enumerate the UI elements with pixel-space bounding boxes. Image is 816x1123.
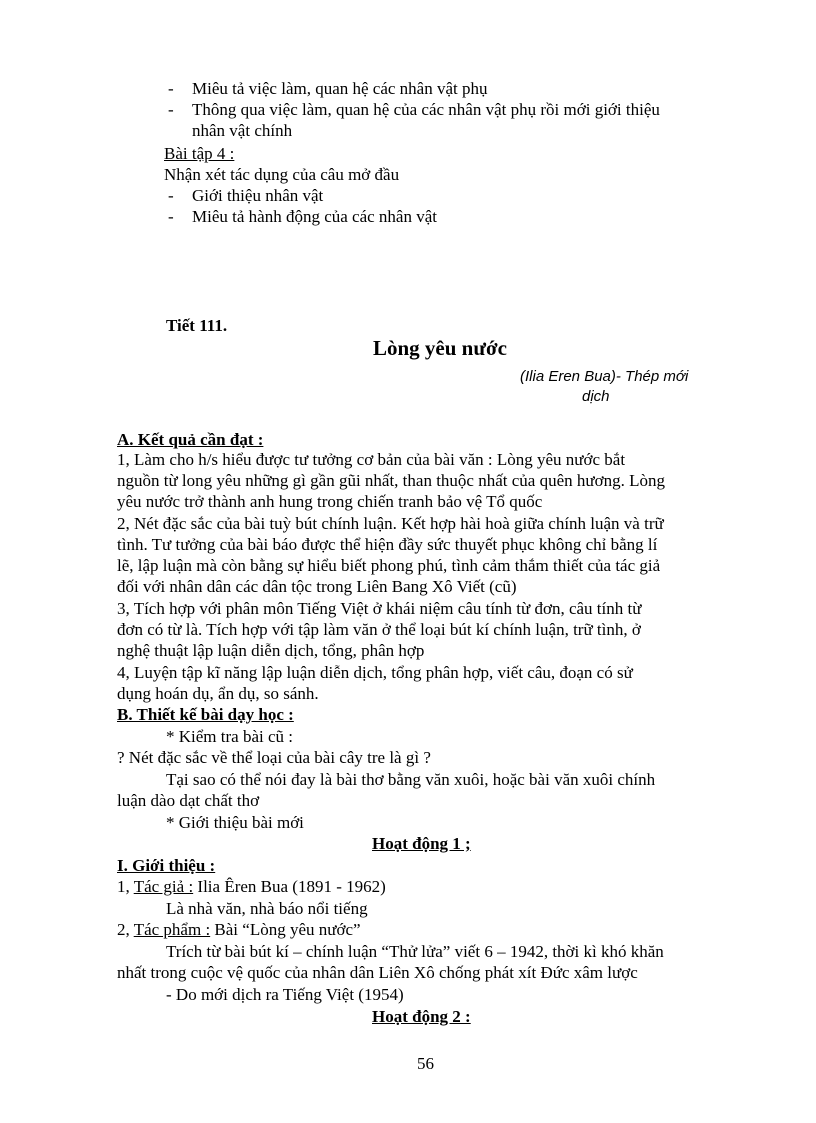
author-value: Ilia Êren Bua (1891 - 1962) [193,877,386,896]
list-item: Giới thiệu nhân vật [192,186,324,205]
author-line [117,876,386,897]
intro-new-lesson: * Giới thiệu bài mới [166,813,304,832]
page-number: 56 [417,1054,434,1073]
list-item-continued: nhân vật chính [192,121,293,140]
work-value: Bài “Lòng yêu nước” [210,920,361,939]
section-b-heading: B. Thiết kế bài dạy học : [117,705,294,724]
list-dash: - [168,186,174,205]
paragraph-line: luận dào dạt chất thơ [117,791,260,810]
author-label: Tác giả : [133,877,194,896]
work-line [117,919,361,940]
paragraph-line: 4, Luyện tập kĩ năng lập luận diễn dịch, tổng phân hợp, viết câu, đoạn có sử [117,663,633,682]
list-dash: - [168,79,174,98]
exercise-intro: Nhận xét tác dụng của câu mở đầu [164,165,400,184]
list-dash: - [168,207,174,226]
paragraph-line: 3, Tích hợp với phân môn Tiếng Việt ở khái niệm câu tính từ đơn, câu tính từ [117,599,642,618]
translation-line: - Do mới dịch ra Tiếng Việt (1954) [166,985,404,1004]
paragraph-line: 1, Làm cho h/s hiểu được tư tưởng cơ bản của bài văn : Lòng yêu nước bắt [117,450,626,469]
activity-1-heading: Hoạt động 1 ; [372,834,471,853]
paragraph-line: yêu nước trở thành anh hung trong chiến tranh bảo vệ Tổ quốc [117,492,543,511]
author-prefix: 1, [117,877,134,896]
work-label: Tác phẩm : [133,920,211,939]
part-1-heading: I. Giới thiệu : [117,856,216,875]
lesson-number: Tiết 111. [166,316,228,335]
list-dash: - [168,100,174,119]
activity-2-heading: Hoạt động 2 : [372,1007,471,1026]
paragraph-line: đối với nhân dân các dân tộc trong Liên Bang Xô Viết (cũ) [117,577,517,596]
work-prefix: 2, [117,920,134,939]
paragraph-line: Trích từ bài bút kí – chính luận “Thử lửa” viết 6 – 1942, thời kì khó khăn [166,942,664,961]
list-item: Miêu tả hành động của các nhân vật [192,207,437,226]
author-description: Là nhà văn, nhà báo nổi tiếng [166,899,368,918]
paragraph-line: Tại sao có thể nói đay là bài thơ bằng văn xuôi, hoặc bài văn xuôi chính [166,770,656,789]
question-line: ? Nét đặc sắc về thể loại của bài cây tre là gì ? [117,748,431,767]
list-item: Miêu tả việc làm, quan hệ các nhân vật phụ [192,79,488,98]
paragraph-line: đơn có từ là. Tích hợp với tập làm văn ở thể loại bút kí chính luận, trữ tình, ở [117,620,641,639]
list-item: Thông qua việc làm, quan hệ của các nhân vật phụ rồi mới giới thiệu [192,100,660,119]
paragraph-line: nhất trong cuộc vệ quốc của nhân dân Liên Xô chống phát xít Đức xâm lược [117,963,638,982]
lesson-title: Lòng yêu nước [373,336,507,360]
paragraph-line: tình. Tư tưởng của bài báo được thể hiện đầy sức thuyết phục không chỉ bằng lí [117,535,658,554]
lesson-source-continued: dịch [582,388,610,405]
paragraph-line: 2, Nét đặc sắc của bài tuỳ bút chính luận. Kết hợp hài hoà giữa chính luận và trữ [117,514,664,533]
paragraph-line: nguồn từ long yêu những gì gần gũi nhất, than thuộc nhất của quên hương. Lòng [117,471,665,490]
exercise-heading: Bài tập 4 : [164,144,235,163]
paragraph-line: lẽ, lập luận mà còn bằng sự hiểu biết phong phú, tình cảm thắm thiết của tác giả [117,556,661,575]
check-old-lesson: * Kiểm tra bài cũ : [166,727,293,746]
paragraph-line: nghệ thuật lập luận diễn dịch, tổng, phân hợp [117,641,425,660]
section-a-heading: A. Kết quả cần đạt : [117,430,264,449]
paragraph-line: dụng hoán dụ, ẩn dụ, so sánh. [117,684,319,703]
lesson-source: (Ilia Eren Bua)- Thép mới [520,368,689,385]
